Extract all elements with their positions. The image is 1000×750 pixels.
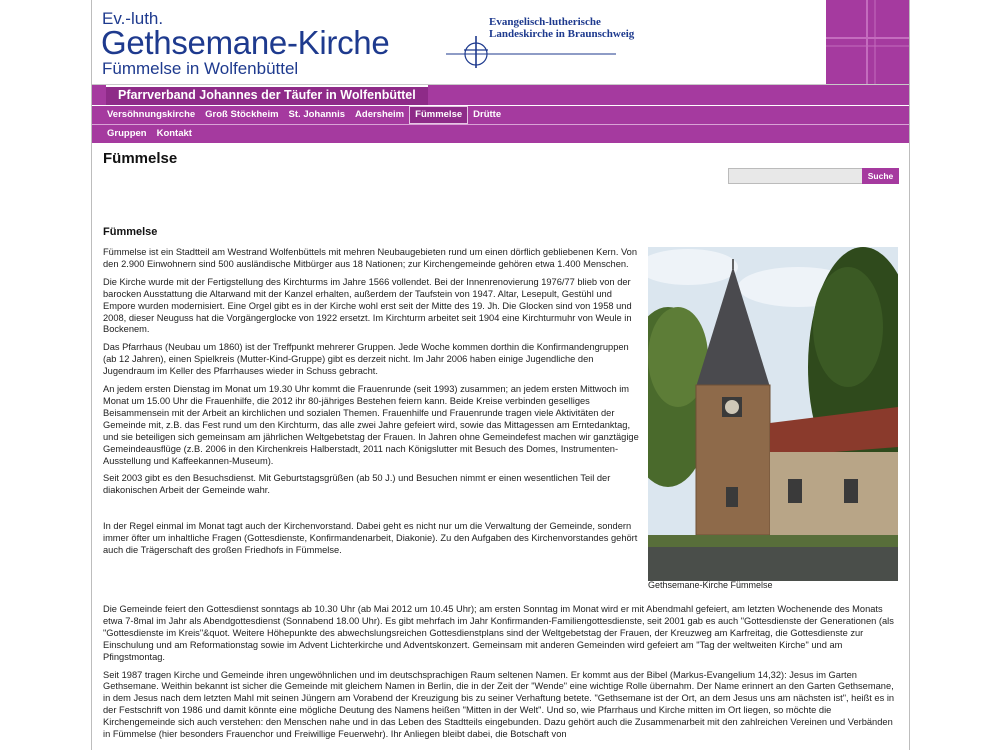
landeskirche-line1: Evangelisch-lutherische	[489, 16, 601, 28]
header-subtitle: Fümmelse in Wolfenbüttel	[102, 59, 299, 78]
nav-item-kontakt[interactable]: Kontakt	[156, 128, 192, 139]
page-container	[91, 0, 910, 750]
nav-item-gross-stoeckheim[interactable]: Groß Stöckheim	[205, 109, 279, 120]
paragraph: Fümmelse ist ein Stadtteil am Westrand Wolfenbüttels mit mehren Neubaugebieten rund um einen dörflich gebliebenen Kern. Von den 2.900 Einwohnern sind 500 ausländische Mitbürger aus 18 Nationen; zur Kirchengemeinde gehören etwa 1.400 Menschen.	[103, 247, 638, 269]
paragraph: Seit 2003 gibt es den Besuchsdienst. Mit Geburtstagsgrüßen (ab 50 J.) und Besuchen nimmt er einen wesentlichen Teil der diakonischen Arbeit der Gemeinde wahr.	[103, 473, 611, 496]
content-text-wide	[103, 604, 899, 747]
photo-caption: Gethsemane-Kirche Fümmelse	[648, 580, 773, 590]
landeskirche-logo[interactable]	[446, 14, 635, 70]
nav-item-adersheim[interactable]: Adersheim	[355, 109, 405, 120]
landeskirche-line2: Landeskirche in Braunschweig	[489, 28, 635, 40]
paragraph: Die Kirche wurde mit der Fertigstellung des Kirchturms im Jahre 1566 vollendet. Bei der Innenrenovierung 1976/77 blieb von der barocken Ausstattung die Altarwand mit der Kanzel erhalten, außerdem der Taufstein von 1947. Altar, Lesepult, Gestühl und Empore wurden modernisiert. Eine Orgel gibt es in der Kirche wohl erst seit der Mitte des 19. Jh. Die Glocken sind von 1958 und 2008, dieser Neuguss hat die Vorgängerglocke von 1922 ersetzt. Im Kirchturm arbeitet seit 1904 eine Kirchturmuhr von Weule in Bockenem.	[103, 276, 632, 335]
cross-pattern-icon	[826, 0, 909, 84]
paragraph: An jedem ersten Dienstag im Monat um 19.30 Uhr kommt die Frauenrunde (seit 1993) zusammen; an jedem ersten Mittwoch im Monat um 15.00 Uhr die Frauenhilfe, die 2012 ihr 80-jähriges Bestehen feiern kann. Beide Kreise verbinden geselliges Beisammensein mit der Arbeit an kirchlichen und sozialen Themen. Frauenhilfe und Frauenrunde tragen viele Aktivitäten der Gemeinde mit, z.B. das Fest rund um den Kirchturm, das alle zwei Jahre gefeiert wird, sowie das Mittagessen am Erntedanktag, und sie beteiligen sich gemeinsam am jährlichen Weltgebetstag der Frauen. In Jahren ohne Gemeindefest machen wir ganztägige Gemeindeausflüge (z.B. 2006 in den Kirchenkreis Halberstadt, 2011 nach Königslutter mit Besuch des Domes, Instrumenten-Ausstellung und Kaffeekannen-Museum).	[103, 384, 639, 466]
church-photo[interactable]	[648, 247, 898, 581]
nav-item-druette[interactable]: Drütte	[473, 109, 502, 120]
section-heading: Fümmelse	[103, 226, 158, 238]
verband-row	[92, 85, 909, 105]
search-button[interactable]: Suche	[862, 168, 899, 184]
site-header	[92, 0, 909, 85]
paragraph-gap	[103, 503, 639, 521]
content-text-left	[103, 247, 639, 563]
header-purple-block	[826, 0, 909, 84]
primary-nav	[92, 106, 909, 125]
secondary-nav	[92, 125, 909, 143]
site-title[interactable]: Gethsemane-Kirche	[101, 24, 390, 61]
page-title: Fümmelse	[103, 150, 178, 167]
nav-item-gruppen[interactable]: Gruppen	[107, 128, 147, 139]
search-input[interactable]	[728, 168, 866, 184]
paragraph: In der Regel einmal im Monat tagt auch der Kirchenvorstand. Dabei geht es nicht nur um die Verwaltung der Gemeinde, sondern immer öfter um inhaltliche Fragen (Gottesdienste, Konfirmandenarbeit, Diakonie). Zu den Aufgaben des Kirchenvorstandes gehört auch die Trägerschaft des großen Friedhofs in Fümmelse.	[103, 521, 638, 556]
paragraph: Seit 1987 tragen Kirche und Gemeinde ihren ungewöhnlichen und im deutschsprachigen Raum seltenen Namen. Er kommt aus der Bibel (Markus-Evangelium 14,32): Jesus im Garten Gethsemane. Weithin bekannt ist sicher die Gemeinde mit gleichem Namen in Berlin, die in der Zeit der "Wende" eine wichtige Rolle übernahm. Der Name erinnert an den Garten Gethsemane, in dem Jesus nach dem letzten Mahl mit seinen Jüngern am Vorabend der Kreuzigung bis zu seiner Verhaftung betete. "Gethsemane ist der Ort, an dem Jesus uns am nächsten ist", heißt es in der Festschrift von 1986 und damit könnte eine mögliche Deutung des Namens heißen "Mitten in der Welt". Und so, wie Pfarrhaus und Kirche mitten im Ort liegen, so möchte die Kirchengemeinde sich auch verstehen: den Menschen nahe und in das Leben des Stadtteils eingebunden. Dazu gehört auch die Zusammenarbeit mit den zahlreichen Vereinen und Verbänden in Fümmelse (hier besonders Frauenchor und Freiwillige Feuerwehr). Ihr Anliegen bleibt dabei, die Botschaft von	[103, 669, 895, 740]
nav-item-versoehnungskirche[interactable]: Versöhnungskirche	[107, 109, 196, 120]
paragraph: Die Gemeinde feiert den Gottesdienst sonntags ab 10.30 Uhr (ab Mai 2012 um 10.45 Uhr); am ersten Sonntag im Monat wird er mit Abendmahl gefeiert, am letzten Wochenende des Monats etwa 7-8mal im Jahr als Abendgottesdienst (Sonnabend 18.00 Uhr). Es gibt mehrfach im Jahr Konfirmanden-Familiengottesdienste, seit 2001 gab es auch "Gottesdienste der Generationen (als "Gottesdienste im Kreis"&quot. Weitere Höhepunkte des abwechslungsreichen Gottesdienstplans sind der Weltgebetstag der Frauen, der Kreuzweg am Karfreitag, die Gottesdienste zur Einschulung und am Reformationstag sowie im Advent Lichterkirche und Adventskonzert. Gemeinsam mit anderen Gemeinden wird gefeiert am "Tag der weltweiten Kirche" und am Pfingstmontag.	[103, 604, 894, 662]
verband-tab[interactable]: Pfarrverband Johannes der Täufer in Wolfenbüttel	[106, 85, 428, 105]
church-image	[648, 247, 898, 581]
paragraph: Das Pfarrhaus (Neubau um 1860) ist der Treffpunkt mehrerer Gruppen. Jede Woche kommen dorthin die Konfirmandengruppen (ab 12 Jahren), einen Spielkreis (Mutter-Kind-Gruppe) gibt es derzeit nicht. Im Jahr 2006 haben einige Jugendliche den Jugendraum im Keller des Pfarrhauses wieder in Schuss gebracht.	[103, 342, 629, 377]
header-small-title: Ev.-luth.	[102, 9, 164, 28]
nav-item-st-johannis[interactable]: St. Johannis	[288, 109, 346, 120]
nav-item-fuemmelse[interactable]: Fümmelse	[409, 106, 468, 124]
